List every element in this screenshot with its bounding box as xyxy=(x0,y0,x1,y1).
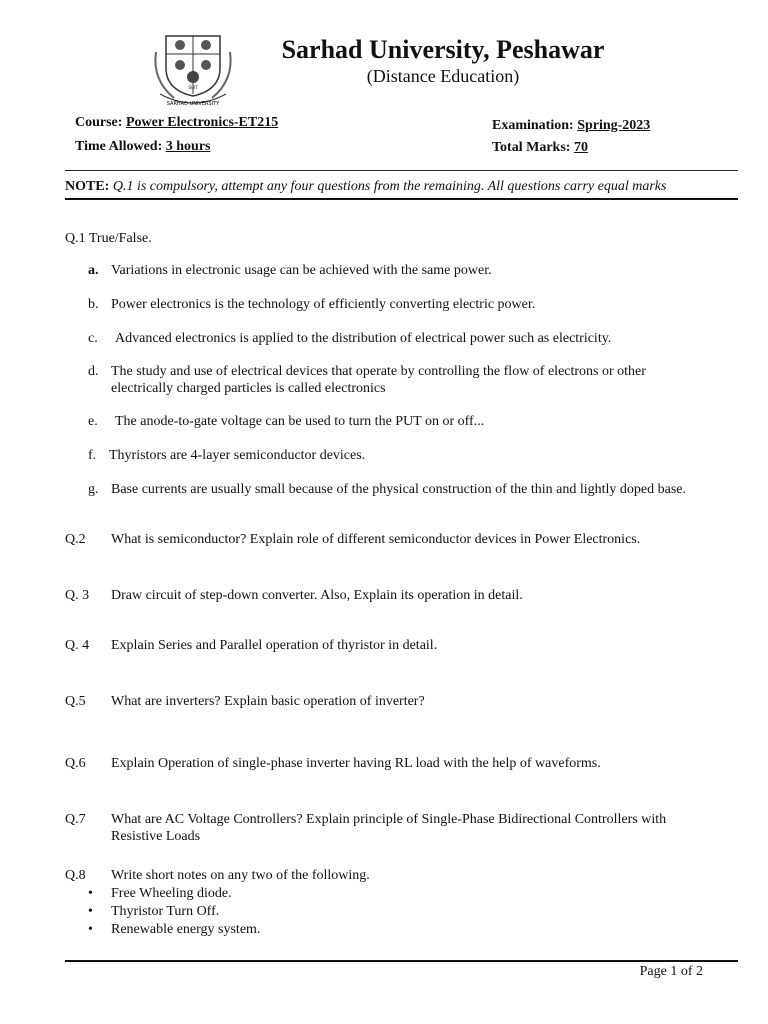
crest-icon xyxy=(150,32,236,108)
q1-item-text: Base currents are usually small because of the physical construction of the thin and lightly doped base. xyxy=(111,482,687,497)
bullet-dot: • xyxy=(88,886,93,901)
course-line xyxy=(75,115,278,131)
question-text: Explain Operation of single-phase inverter having RL load with the help of waveforms. xyxy=(111,756,601,771)
page-number: Page 1 of 2 xyxy=(639,964,703,979)
course-label: Course: xyxy=(75,115,123,130)
question-number: Q. 4 xyxy=(65,638,90,653)
course-value: Power Electronics-ET215 xyxy=(125,115,279,130)
exam-line xyxy=(492,118,650,134)
bullet-item: Free Wheeling diode. xyxy=(111,886,232,901)
question-text: What are inverters? Explain basic operation of inverter? xyxy=(111,694,425,709)
divider-note xyxy=(65,198,738,200)
q1-item-text: Advanced electronics is applied to the distribution of electrical power such as electricity. xyxy=(115,331,612,346)
marks-value: 70 xyxy=(573,140,588,155)
exam-label: Examination: xyxy=(492,118,574,133)
time-label: Time Allowed: xyxy=(75,139,163,154)
divider-footer xyxy=(65,960,738,962)
question-text: What is semiconductor? Explain role of different semiconductor devices in Power Electronics. xyxy=(111,532,641,547)
q1-item-text: Power electronics is the technology of efficiently converting electric power. xyxy=(111,297,536,312)
question-number: Q.8 xyxy=(65,868,86,883)
q1-item-letter: e. xyxy=(88,414,98,429)
q1-item-letter: c. xyxy=(88,331,98,346)
question-text: Draw circuit of step-down converter. Also, Explain its operation in detail. xyxy=(111,588,523,603)
marks-label: Total Marks: xyxy=(492,140,571,155)
q1-item-text: Variations in electronic usage can be achieved with the same power. xyxy=(111,263,492,278)
q1-item-letter: a. xyxy=(88,263,99,278)
q1-item-letter: g. xyxy=(88,482,99,497)
q1-item-letter: b. xyxy=(88,297,99,312)
note-label: NOTE: xyxy=(65,179,110,194)
question-number: Q.5 xyxy=(65,694,86,709)
question-number: Q.2 xyxy=(65,532,86,547)
q1-item-text: The study and use of electrical devices that operate by controlling the flow of electrons or other electrically charged particles is called electronics xyxy=(111,364,646,396)
time-value: 3 hours xyxy=(165,139,211,154)
question-number: Q. 3 xyxy=(65,588,90,603)
bullet-dot: • xyxy=(88,922,93,937)
note-line xyxy=(65,179,666,195)
bullet-item: Renewable energy system. xyxy=(111,922,261,937)
university-title: Sarhad University, Peshawar xyxy=(281,35,605,64)
university-logo xyxy=(150,32,236,108)
university-subtitle: (Distance Education) xyxy=(366,66,520,86)
logo-shield-text: SUIT xyxy=(188,85,198,90)
question-text: What are AC Voltage Controllers? Explain principle of Single-Phase Bidirectional Controllers with Resistive Loads xyxy=(111,812,667,844)
note-text: Q.1 is compulsory, attempt any four questions from the remaining. All questions carry equal marks xyxy=(112,179,667,194)
logo-ribbon-text: SARHAD UNIVERSITY xyxy=(166,101,220,107)
q1-item-letter: f. xyxy=(88,448,97,463)
marks-line xyxy=(492,140,588,156)
q1-item-text: Thyristors are 4-layer semiconductor devices. xyxy=(109,448,366,463)
q1-item-letter: d. xyxy=(88,364,99,379)
q1-item-text: The anode-to-gate voltage can be used to turn the PUT on or off... xyxy=(115,414,485,429)
bullet-dot: • xyxy=(88,904,93,919)
exam-value: Spring-2023 xyxy=(577,118,651,133)
question-number: Q.7 xyxy=(65,812,86,827)
bullet-item: Thyristor Turn Off. xyxy=(111,904,220,919)
divider-top xyxy=(65,170,738,171)
question-text: Write short notes on any two of the following. xyxy=(111,868,370,883)
time-line xyxy=(75,139,210,155)
question-number: Q.6 xyxy=(65,756,86,771)
question-text: Explain Series and Parallel operation of thyristor in detail. xyxy=(111,638,438,653)
q1-title: Q.1 True/False. xyxy=(65,231,152,246)
